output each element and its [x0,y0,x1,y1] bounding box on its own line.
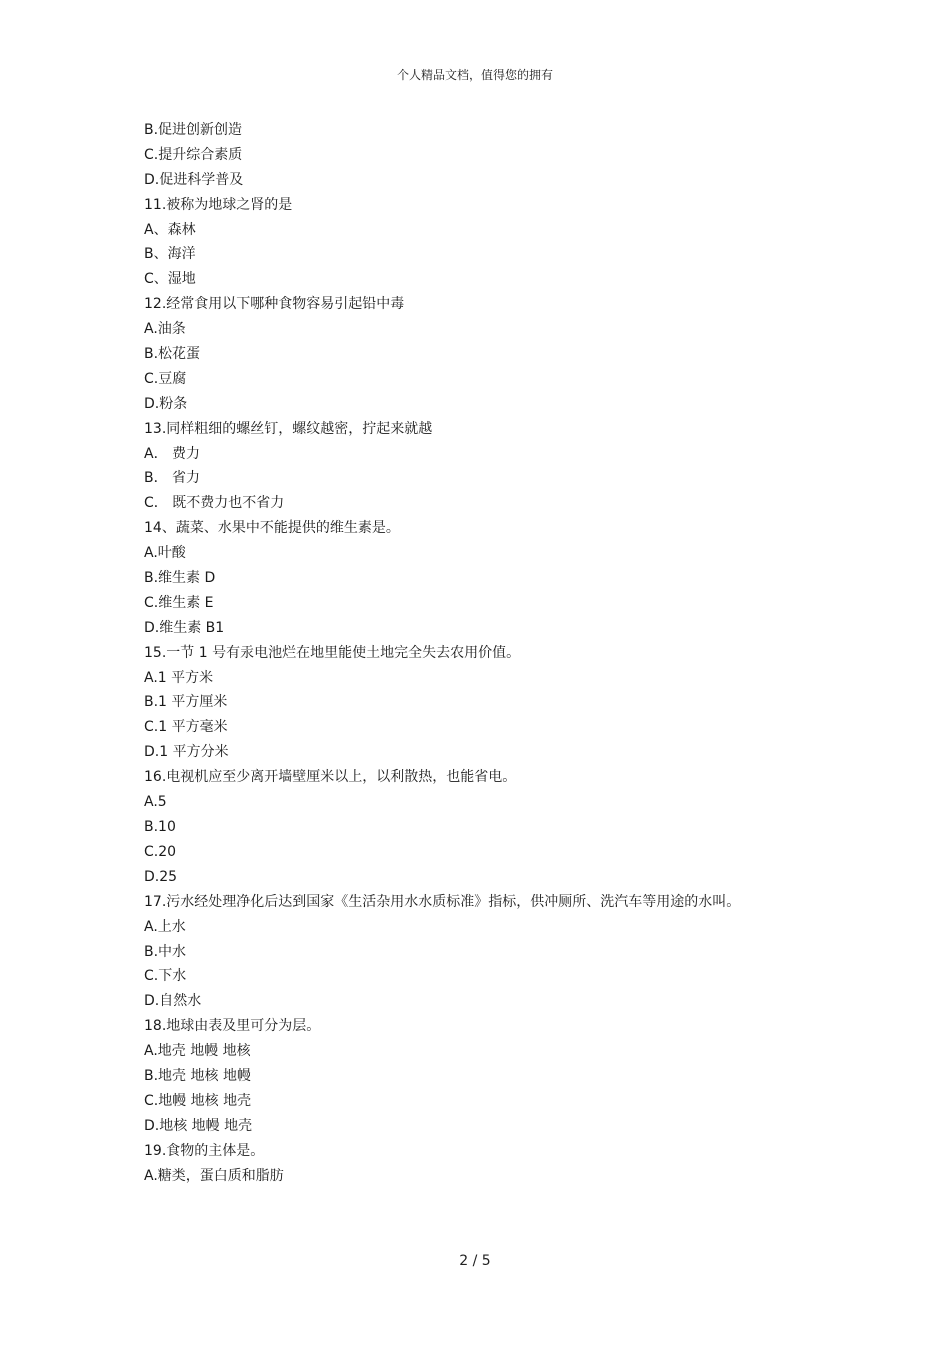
option-line: C.豆腐 [144,370,187,387]
option-line: C.提升综合素质 [144,146,243,163]
option-line: A． 费力 [144,445,201,462]
option-line: B.维生素 D [144,570,216,587]
option-line: C.下水 [144,968,187,985]
question-line: 17.污水经处理净化后达到国家《生活杂用水水质标准》指标，供冲厕所、洗汽车等用途的水叫。 [144,893,741,910]
option-line: A.1 平方米 [144,669,214,686]
option-line: A.油条 [144,321,186,338]
option-line: D.维生素 B1 [144,619,225,636]
option-line: B.促进创新创造 [144,122,243,138]
option-line: A.叶酸 [144,545,186,562]
option-line: A.上水 [144,918,186,935]
option-line: A.地壳 地幔 地核 [144,1043,251,1060]
option-line: C.1 平方毫米 [144,719,228,736]
option-line: D.粉条 [144,395,188,412]
option-line: D.自然水 [144,993,202,1010]
option-line: B． 省力 [144,470,201,487]
option-line: C.地幔 地核 地壳 [144,1092,252,1109]
option-line: A.5 [144,794,167,811]
page-number: 2 / 5 [459,1253,491,1269]
option-line: A.糖类，蛋白质和脂肪 [144,1167,284,1184]
question-line: 14、蔬菜、水果中不能提供的维生素是。 [144,520,400,537]
option-line: D.25 [144,868,178,885]
option-line: D.1 平方分米 [144,744,229,761]
document-body [144,118,744,1188]
question-line: 15.一节 1 号有汞电池烂在地里能使土地完全失去农用价值。 [144,644,521,661]
question-line: 19.食物的主体是。 [144,1142,265,1159]
option-line: B.地壳 地核 地幔 [144,1067,251,1084]
option-line: B.松花蛋 [144,346,201,363]
option-line: C． 既不费力也不省力 [144,495,285,512]
option-line: B.中水 [144,943,187,960]
option-line: B.10 [144,818,176,835]
option-line: C、湿地 [144,271,196,288]
option-line: B、海洋 [144,246,196,263]
question-line: 11.被称为地球之肾的是 [144,196,293,213]
page-header: 个人精品文档，值得您的拥有 [396,68,553,82]
option-line: C.维生素 E [144,594,214,611]
question-line: 18.地球由表及里可分为层。 [144,1018,321,1035]
option-line: A、森林 [144,221,196,238]
option-line: D.地核 地幔 地壳 [144,1117,253,1134]
question-line: 12.经常食用以下哪种食物容易引起铅中毒 [144,296,405,313]
option-line: D.促进科学普及 [144,171,244,188]
question-line: 16.电视机应至少离开墙壁厘米以上，以利散热，也能省电。 [144,769,517,786]
option-line: B.1 平方厘米 [144,694,228,711]
option-line: C.20 [144,843,177,860]
question-line: 13.同样粗细的螺丝钉，螺纹越密，拧起来就越 [144,420,433,437]
